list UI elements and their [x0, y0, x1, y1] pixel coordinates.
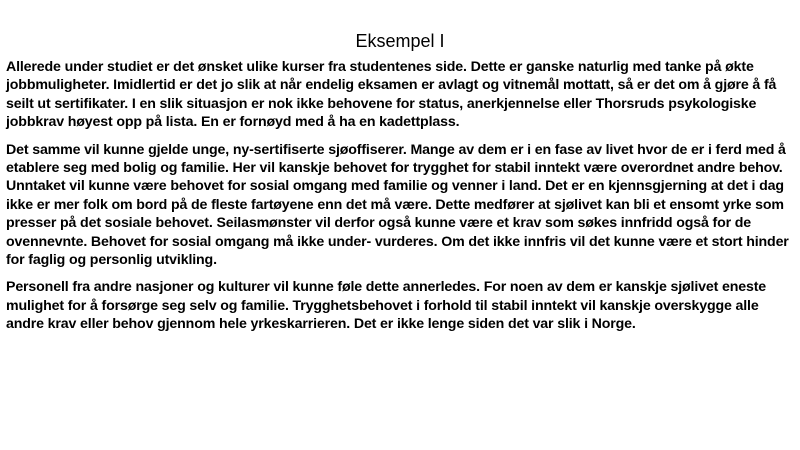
- slide-body: [6, 58, 794, 343]
- paragraph-young-officers: Det samme vil kunne gjelde unge, ny-sertifiserte sjøoffiserer. Mange av dem er i en fase av livet hvor de er i ferd med å etablere seg med bolig og familie. Her vil kanskje behovet for trygghet for stabil inntekt være overordnet andre behov. Unntaket vil kunne være behovet for sosial omgang med familie og venner i land. Det er en kjennsgjerning at det i dag ikke er mer folk om bord på de fleste fartøyene enn det må være. Dette medfører at sjølivet kan bli et ensomt yrke som presser på det sosiale behovet. Seilasmønster vil derfor også kunne være et krav som søkes innfridd også for de ovennevnte. Behovet for sosial omgang må ikke under- vurderes. Om det ikke innfris vil det kunne være et stort hinder for faglig og personlig utvikling.: [6, 141, 789, 269]
- slide-title: Eksempel I: [355, 31, 445, 51]
- paragraph-students: Allerede under studiet er det ønsket ulike kurser fra studentenes side. Dette er ganske naturlig med tanke på økte jobbmuligheter. Imidlertid er det jo slik at når endelig eksamen er avlagt og vitnemål mottatt, så er det om å gjøre å få seilt ut sertifikater. I en slik situasjon er nok ikke behovene for status, anerkjennelse eller Thorsruds psykologiske jobbkrav høyest opp på lista. En er fornøyd med å ha en kadettplass.: [6, 59, 777, 131]
- paragraph-foreign-personnel: Personell fra andre nasjoner og kulturer vil kunne føle dette annerledes. For noen av dem er kanskje sjølivet eneste mulighet for å forsørge seg selv og familie. Trygghetsbehovet i forhold til stabil inntekt vil kanskje overskygge alle andre krav eller behov gjennom hele yrkeskarrieren. Det er ikke lenge siden det var slik i Norge.: [6, 279, 767, 333]
